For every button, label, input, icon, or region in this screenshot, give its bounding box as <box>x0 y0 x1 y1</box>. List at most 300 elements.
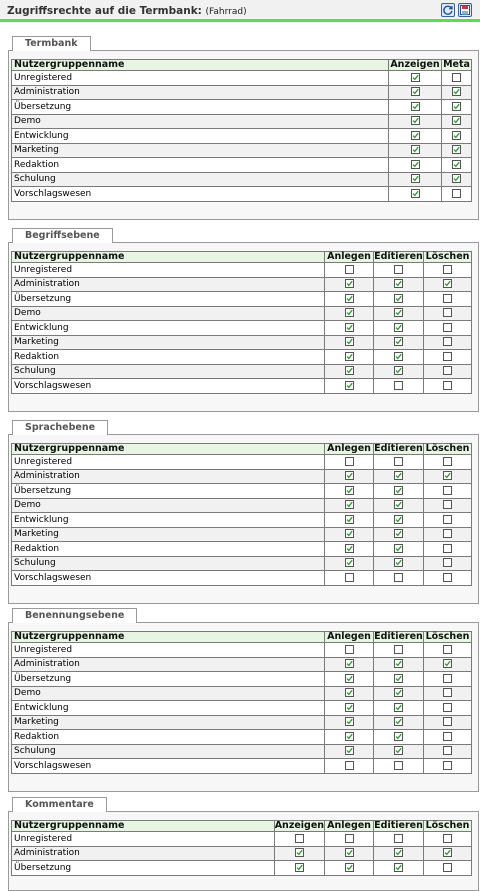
permission-cell <box>374 542 424 557</box>
permission-cell <box>423 730 471 745</box>
checkbox-anlegen[interactable] <box>345 265 354 274</box>
table-row <box>12 158 472 173</box>
checkmark-icon <box>296 849 303 856</box>
group-name: Übersetzung <box>12 672 325 687</box>
checkbox-anlegen[interactable] <box>345 457 354 466</box>
checkmark-icon <box>453 88 460 95</box>
permission-cell <box>325 861 374 876</box>
group-name: Demo <box>12 498 325 513</box>
checkbox-loeschen[interactable] <box>443 659 452 668</box>
checkbox-anzeigen[interactable] <box>411 189 420 198</box>
checkbox-loeschen[interactable] <box>443 746 452 755</box>
checkmark-icon <box>395 309 402 316</box>
section-tab-kommentare: Kommentare <box>12 797 107 812</box>
table-row <box>12 172 472 187</box>
checkbox-anlegen[interactable] <box>345 515 354 524</box>
checkbox-anzeigen[interactable] <box>411 174 420 183</box>
table-row <box>12 85 472 100</box>
checkmark-icon <box>395 864 402 871</box>
checkbox-anlegen[interactable] <box>345 558 354 567</box>
group-name: Demo <box>12 114 389 129</box>
checkbox-editieren[interactable] <box>394 457 403 466</box>
permission-cell <box>274 832 324 847</box>
table-row <box>12 71 472 86</box>
checkbox-loeschen[interactable] <box>443 544 452 553</box>
group-name: Vorschlagswesen <box>12 571 325 586</box>
permission-cell <box>423 571 471 586</box>
permission-cell <box>423 335 471 350</box>
permission-cell <box>442 85 472 100</box>
checkmark-icon <box>395 516 402 523</box>
checkbox-loeschen[interactable] <box>443 688 452 697</box>
group-name: Marketing <box>12 527 325 542</box>
checkbox-anlegen[interactable] <box>345 529 354 538</box>
checkmark-icon <box>346 559 353 566</box>
checkbox-loeschen[interactable] <box>443 761 452 770</box>
checkmark-icon <box>346 367 353 374</box>
checkbox-loeschen[interactable] <box>443 486 452 495</box>
permission-cell <box>374 321 424 336</box>
page-title <box>7 5 247 17</box>
section-panel-sprachebene <box>8 434 479 604</box>
permission-cell <box>325 306 374 321</box>
permission-cell <box>325 832 374 847</box>
permission-cell <box>325 292 374 307</box>
group-name: Schulung <box>12 556 325 571</box>
checkbox-loeschen[interactable] <box>443 265 452 274</box>
group-name: Unregistered <box>12 832 275 847</box>
column-header-meta: Meta <box>443 59 470 70</box>
permission-cell <box>423 744 471 759</box>
table-row <box>12 321 472 336</box>
permission-cell <box>442 129 472 144</box>
permission-cell <box>423 306 471 321</box>
checkbox-meta[interactable] <box>452 174 461 183</box>
permission-cell <box>325 556 374 571</box>
checkbox-editieren[interactable] <box>394 761 403 770</box>
permission-cell <box>374 469 424 484</box>
table-row <box>12 730 472 745</box>
table-row <box>12 672 472 687</box>
checkbox-meta[interactable] <box>452 131 461 140</box>
checkbox-loeschen[interactable] <box>443 323 452 332</box>
checkbox-editieren[interactable] <box>394 294 403 303</box>
checkbox-loeschen[interactable] <box>443 717 452 726</box>
checkmark-icon <box>453 175 460 182</box>
checkbox-loeschen[interactable] <box>443 294 452 303</box>
permission-cell <box>325 542 374 557</box>
permission-cell <box>423 292 471 307</box>
checkbox-anlegen[interactable] <box>345 688 354 697</box>
checkmark-icon <box>346 309 353 316</box>
checkbox-anlegen[interactable] <box>345 834 354 843</box>
group-name: Entwicklung <box>12 701 325 716</box>
checkbox-editieren[interactable] <box>394 471 403 480</box>
section-tab-sprachebene: Sprachebene <box>12 420 108 435</box>
table-row <box>12 455 472 470</box>
permission-cell <box>325 643 374 658</box>
table-row <box>12 542 472 557</box>
section-panel-termbank <box>8 50 479 220</box>
checkbox-editieren[interactable] <box>394 834 403 843</box>
checkbox-anlegen[interactable] <box>345 703 354 712</box>
group-name: Administration <box>12 657 325 672</box>
checkbox-anzeigen[interactable] <box>411 87 420 96</box>
group-name: Übersetzung <box>12 484 325 499</box>
permission-cell <box>374 657 424 672</box>
column-header-anzeigen: Anzeigen <box>274 820 325 831</box>
section-panel-begriffsebene <box>8 242 479 412</box>
group-name: Unregistered <box>12 71 389 86</box>
permission-cell <box>374 455 424 470</box>
permission-cell <box>374 263 424 278</box>
permission-cell <box>423 277 471 292</box>
refresh-button[interactable] <box>441 3 455 17</box>
checkmark-icon <box>412 74 419 81</box>
table-row <box>12 686 472 701</box>
checkbox-editieren[interactable] <box>394 645 403 654</box>
table-row <box>12 759 472 774</box>
permission-cell <box>423 350 471 365</box>
permission-cell <box>423 513 471 528</box>
group-name: Vorschlagswesen <box>12 759 325 774</box>
checkbox-editieren[interactable] <box>394 323 403 332</box>
permission-cell <box>325 484 374 499</box>
checkbox-editieren[interactable] <box>394 265 403 274</box>
group-name: Entwicklung <box>12 321 325 336</box>
checkbox-loeschen[interactable] <box>443 834 452 843</box>
table-row <box>12 643 472 658</box>
group-name: Entwicklung <box>12 129 389 144</box>
table-row <box>12 187 472 202</box>
permission-cell <box>442 114 472 129</box>
checkbox-editieren[interactable] <box>394 558 403 567</box>
checkbox-anlegen[interactable] <box>345 732 354 741</box>
permission-cell <box>389 129 442 144</box>
permission-cell <box>325 846 374 861</box>
permission-cell <box>424 832 472 847</box>
permission-cell <box>374 686 424 701</box>
permission-cell <box>374 527 424 542</box>
checkmark-icon <box>395 338 402 345</box>
permissions-table-sprachebene <box>11 443 472 586</box>
permission-cell <box>274 861 324 876</box>
checkbox-anlegen[interactable] <box>345 294 354 303</box>
checkbox-meta[interactable] <box>452 160 461 169</box>
group-name: Redaktion <box>12 350 325 365</box>
column-header-nutzergruppenname: Nutzergruppenname <box>12 60 389 71</box>
permission-cell <box>374 292 424 307</box>
checkbox-anzeigen[interactable] <box>295 834 304 843</box>
checkbox-anlegen[interactable] <box>345 352 354 361</box>
checkmark-icon <box>444 280 451 287</box>
checkmark-icon <box>412 88 419 95</box>
checkbox-anlegen[interactable] <box>345 746 354 755</box>
checkbox-editieren[interactable] <box>394 500 403 509</box>
section-tab-termbank: Termbank <box>12 36 91 51</box>
permission-cell <box>325 379 374 394</box>
permission-cell <box>274 846 324 861</box>
permission-cell <box>325 277 374 292</box>
checkbox-loeschen[interactable] <box>443 863 452 872</box>
permission-cell <box>424 861 472 876</box>
checkmark-icon <box>453 146 460 153</box>
permission-cell <box>442 172 472 187</box>
checkbox-editieren[interactable] <box>394 717 403 726</box>
permission-cell <box>389 143 442 158</box>
checkbox-anlegen[interactable] <box>345 717 354 726</box>
permission-cell <box>325 657 374 672</box>
checkmark-icon <box>453 117 460 124</box>
checkbox-anlegen[interactable] <box>345 573 354 582</box>
column-header-nutzergruppenname: Nutzergruppenname <box>12 252 325 263</box>
permission-cell <box>374 556 424 571</box>
permission-cell <box>423 379 471 394</box>
checkbox-editieren[interactable] <box>394 573 403 582</box>
column-header-anlegen: Anlegen <box>325 444 374 455</box>
checkbox-anlegen[interactable] <box>345 486 354 495</box>
checkbox-loeschen[interactable] <box>443 337 452 346</box>
checkbox-anlegen[interactable] <box>345 674 354 683</box>
group-name: Marketing <box>12 715 325 730</box>
permission-cell <box>374 861 424 876</box>
checkmark-icon <box>412 132 419 139</box>
checkbox-anzeigen[interactable] <box>411 102 420 111</box>
checkmark-icon <box>346 487 353 494</box>
checkbox-anlegen[interactable] <box>345 863 354 872</box>
permission-cell <box>442 187 472 202</box>
permission-cell <box>374 571 424 586</box>
permissions-table-begriffsebene <box>11 251 472 394</box>
checkbox-anlegen[interactable] <box>345 544 354 553</box>
checkbox-meta[interactable] <box>452 73 461 82</box>
permission-cell <box>374 306 424 321</box>
checkbox-loeschen[interactable] <box>443 457 452 466</box>
group-name: Vorschlagswesen <box>12 379 325 394</box>
checkbox-meta[interactable] <box>452 189 461 198</box>
table-row <box>12 350 472 365</box>
checkmark-icon <box>346 324 353 331</box>
permission-cell <box>374 277 424 292</box>
permission-cell <box>423 701 471 716</box>
checkbox-loeschen[interactable] <box>443 515 452 524</box>
group-name: Redaktion <box>12 730 325 745</box>
permission-cell <box>325 571 374 586</box>
checkbox-editieren[interactable] <box>394 515 403 524</box>
checkbox-editieren[interactable] <box>394 863 403 872</box>
table-row <box>12 277 472 292</box>
checkbox-loeschen[interactable] <box>443 674 452 683</box>
group-name: Unregistered <box>12 643 325 658</box>
checkbox-loeschen[interactable] <box>443 558 452 567</box>
section-tab-begriffsebene: Begriffsebene <box>12 228 113 243</box>
group-name: Marketing <box>12 335 325 350</box>
checkbox-anlegen[interactable] <box>345 381 354 390</box>
checkbox-loeschen[interactable] <box>443 366 452 375</box>
checkbox-editieren[interactable] <box>394 746 403 755</box>
checkbox-loeschen[interactable] <box>443 703 452 712</box>
checkmark-icon <box>412 146 419 153</box>
checkbox-editieren[interactable] <box>394 848 403 857</box>
checkbox-anlegen[interactable] <box>345 500 354 509</box>
section-tab-benennungsebene: Benennungsebene <box>12 608 137 623</box>
table-row <box>12 306 472 321</box>
checkmark-icon <box>346 733 353 740</box>
checkmark-icon <box>395 501 402 508</box>
permission-cell <box>423 469 471 484</box>
checkbox-anzeigen[interactable] <box>411 116 420 125</box>
checkbox-meta[interactable] <box>452 87 461 96</box>
permission-cell <box>374 350 424 365</box>
checkbox-editieren[interactable] <box>394 703 403 712</box>
checkbox-editieren[interactable] <box>394 688 403 697</box>
save-button[interactable] <box>458 3 472 17</box>
permission-cell <box>325 672 374 687</box>
checkmark-icon <box>395 487 402 494</box>
checkmark-icon <box>346 353 353 360</box>
checkmark-icon <box>395 704 402 711</box>
checkbox-editieren[interactable] <box>394 381 403 390</box>
permission-cell <box>423 556 471 571</box>
checkbox-anzeigen[interactable] <box>295 863 304 872</box>
column-header-loeschen: Löschen <box>423 632 471 643</box>
checkbox-editieren[interactable] <box>394 544 403 553</box>
checkbox-anzeigen[interactable] <box>411 160 420 169</box>
checkmark-icon <box>346 382 353 389</box>
checkmark-icon <box>395 559 402 566</box>
column-header-nutzergruppenname: Nutzergruppenname <box>12 444 325 455</box>
permission-cell <box>325 350 374 365</box>
permission-cell <box>325 469 374 484</box>
permission-cell <box>374 715 424 730</box>
permission-cell <box>423 542 471 557</box>
permissions-table-kommentare <box>11 820 472 876</box>
permission-cell <box>423 715 471 730</box>
permission-cell <box>389 172 442 187</box>
checkmark-icon <box>346 472 353 479</box>
checkbox-anlegen[interactable] <box>345 761 354 770</box>
title-underline <box>0 19 480 22</box>
checkbox-anlegen[interactable] <box>345 659 354 668</box>
checkbox-editieren[interactable] <box>394 529 403 538</box>
checkbox-editieren[interactable] <box>394 732 403 741</box>
checkbox-anlegen[interactable] <box>345 323 354 332</box>
column-header-nutzergruppenname: Nutzergruppenname <box>12 632 325 643</box>
permission-cell <box>442 100 472 115</box>
checkmark-icon <box>346 849 353 856</box>
column-header-editieren: Editieren <box>374 443 423 454</box>
group-name: Unregistered <box>12 263 325 278</box>
checkbox-meta[interactable] <box>452 116 461 125</box>
checkbox-loeschen[interactable] <box>443 500 452 509</box>
checkbox-meta[interactable] <box>452 145 461 154</box>
checkbox-editieren[interactable] <box>394 279 403 288</box>
table-row <box>12 657 472 672</box>
checkbox-loeschen[interactable] <box>443 573 452 582</box>
checkbox-anzeigen[interactable] <box>411 145 420 154</box>
checkbox-loeschen[interactable] <box>443 645 452 654</box>
permission-cell <box>374 513 424 528</box>
checkbox-editieren[interactable] <box>394 308 403 317</box>
permission-cell <box>389 114 442 129</box>
group-name: Administration <box>12 85 389 100</box>
checkbox-loeschen[interactable] <box>443 352 452 361</box>
permission-cell <box>423 527 471 542</box>
checkbox-anzeigen[interactable] <box>295 848 304 857</box>
column-header-loeschen: Löschen <box>424 821 472 832</box>
table-row <box>12 114 472 129</box>
group-name: Vorschlagswesen <box>12 187 389 202</box>
checkbox-anlegen[interactable] <box>345 337 354 346</box>
checkbox-anlegen[interactable] <box>345 471 354 480</box>
checkbox-editieren[interactable] <box>394 659 403 668</box>
permission-cell <box>442 71 472 86</box>
checkbox-anlegen[interactable] <box>345 308 354 317</box>
checkbox-loeschen[interactable] <box>443 732 452 741</box>
permission-cell <box>374 730 424 745</box>
checkmark-icon <box>346 280 353 287</box>
table-row <box>12 379 472 394</box>
checkbox-anlegen[interactable] <box>345 366 354 375</box>
checkbox-anzeigen[interactable] <box>411 131 420 140</box>
checkbox-anlegen[interactable] <box>345 645 354 654</box>
checkbox-anzeigen[interactable] <box>411 73 420 82</box>
permission-cell <box>325 335 374 350</box>
table-row <box>12 364 472 379</box>
permission-cell <box>325 263 374 278</box>
checkbox-loeschen[interactable] <box>443 308 452 317</box>
checkbox-loeschen[interactable] <box>443 471 452 480</box>
checkbox-loeschen[interactable] <box>443 381 452 390</box>
group-name: Übersetzung <box>12 100 389 115</box>
checkmark-icon <box>395 353 402 360</box>
checkbox-editieren[interactable] <box>394 337 403 346</box>
permission-cell <box>325 455 374 470</box>
column-header-editieren: Editieren <box>374 631 423 642</box>
checkbox-editieren[interactable] <box>394 486 403 495</box>
table-row <box>12 715 472 730</box>
refresh-icon <box>442 4 454 16</box>
checkbox-meta[interactable] <box>452 102 461 111</box>
checkbox-loeschen[interactable] <box>443 279 452 288</box>
group-name: Schulung <box>12 744 325 759</box>
checkbox-anlegen[interactable] <box>345 848 354 857</box>
group-name: Administration <box>12 277 325 292</box>
section-panel-kommentare <box>8 811 479 891</box>
checkmark-icon <box>395 718 402 725</box>
checkbox-loeschen[interactable] <box>443 529 452 538</box>
checkmark-icon <box>444 472 451 479</box>
column-header-editieren: Editieren <box>374 251 423 262</box>
checkbox-editieren[interactable] <box>394 352 403 361</box>
checkbox-loeschen[interactable] <box>443 848 452 857</box>
permission-cell <box>424 846 472 861</box>
permission-cell <box>374 484 424 499</box>
permission-cell <box>325 759 374 774</box>
checkmark-icon <box>412 175 419 182</box>
group-name: Redaktion <box>12 158 389 173</box>
permission-cell <box>325 527 374 542</box>
group-name: Demo <box>12 306 325 321</box>
permission-cell <box>325 321 374 336</box>
permission-cell <box>374 498 424 513</box>
checkmark-icon <box>395 280 402 287</box>
checkbox-editieren[interactable] <box>394 366 403 375</box>
checkbox-anlegen[interactable] <box>345 279 354 288</box>
group-name: Administration <box>12 846 275 861</box>
table-header-row <box>12 252 472 263</box>
checkbox-editieren[interactable] <box>394 674 403 683</box>
